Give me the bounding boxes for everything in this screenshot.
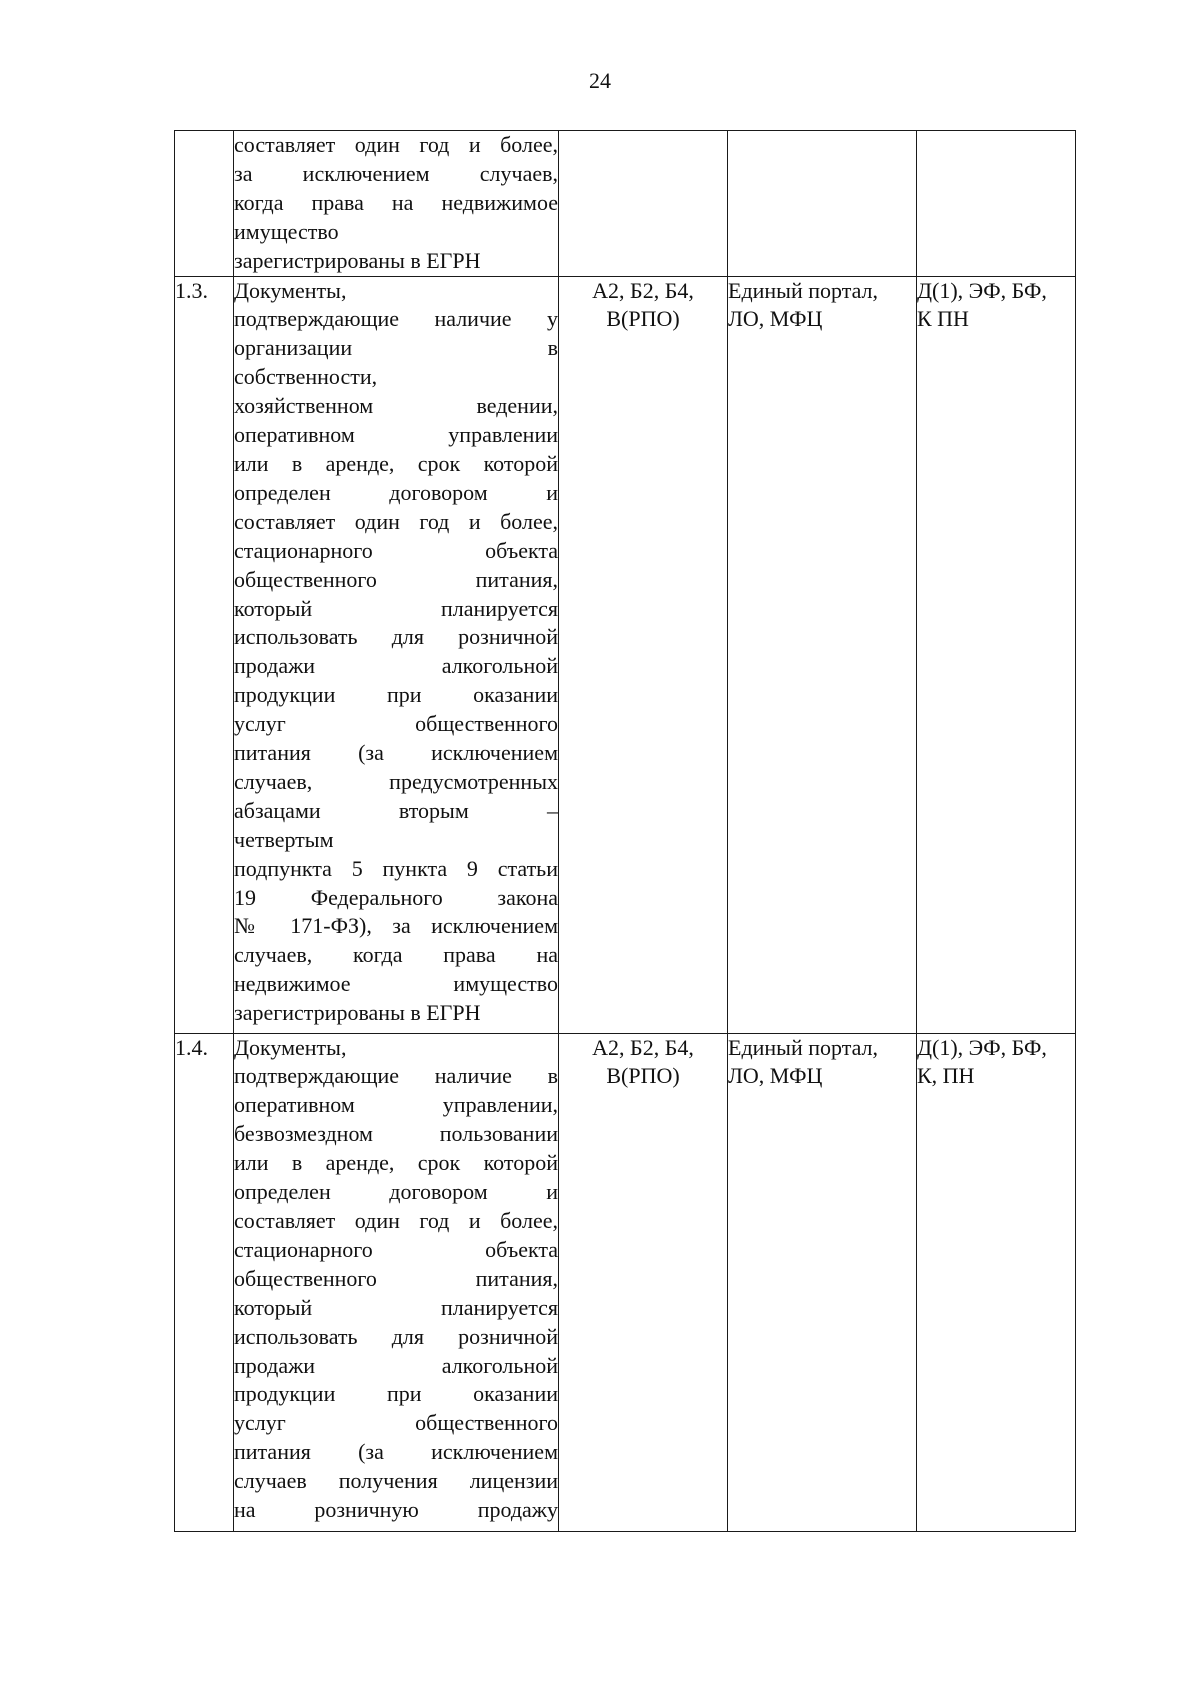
description-line: продажи алкогольной xyxy=(234,653,558,679)
page-number: 24 xyxy=(589,68,611,93)
description-line: собственности, xyxy=(234,364,378,390)
description-line: определен договором и xyxy=(234,1179,558,1205)
description-line: который планируется xyxy=(234,595,558,621)
applicant-category-line: В(РПО) xyxy=(606,306,680,332)
item-number-cell xyxy=(175,276,234,1033)
description-line: имущество xyxy=(234,218,339,244)
description-line: использовать для розничной xyxy=(234,1323,558,1349)
applicant-category-line: В(РПО) xyxy=(606,1063,680,1089)
description-line: за исключением случаев, xyxy=(234,160,558,186)
description-line: недвижимое имущество xyxy=(234,971,558,997)
applicant-category-line: А2, Б2, Б4, xyxy=(592,1034,694,1060)
description-line: безвозмездном пользовании xyxy=(234,1121,558,1147)
document-description-cell xyxy=(234,1033,559,1531)
document-description-cell xyxy=(234,276,559,1033)
submission-channel-line: ЛО, МФЦ xyxy=(728,1063,823,1089)
document-form-line: К, ПН xyxy=(917,1063,975,1089)
document-form-cell xyxy=(917,1033,1076,1531)
submission-channel-line: ЛО, МФЦ xyxy=(728,306,823,332)
description-line: составляет один год и более, xyxy=(234,508,558,534)
description-line: случаев, когда права на xyxy=(234,942,558,968)
description-line: подпункта 5 пункта 9 статьи xyxy=(234,855,558,881)
applicant-category-cell xyxy=(559,131,728,277)
description-line: четвертым xyxy=(234,826,334,852)
submission-channel-line: Единый портал, xyxy=(728,1034,879,1060)
description-line: хозяйственном ведении, xyxy=(234,393,558,419)
description-line: зарегистрированы в ЕГРН xyxy=(234,247,481,273)
description-line: общественного питания, xyxy=(234,1265,558,1291)
submission-channel-line: Единый портал, xyxy=(728,277,879,303)
description-line: абзацами вторым – xyxy=(234,797,558,823)
description-line: 19 Федерального закона xyxy=(234,884,558,910)
description-line: оперативном управлении, xyxy=(234,1092,558,1118)
description-line: продажи алкогольной xyxy=(234,1352,558,1378)
document-form-line: Д(1), ЭФ, БФ, xyxy=(917,1034,1047,1060)
submission-channel-cell xyxy=(728,131,917,277)
description-line: когда права на недвижимое xyxy=(234,189,558,215)
submission-channel-cell xyxy=(728,1033,917,1531)
description-line: Документы, xyxy=(234,277,347,303)
applicant-category-cell xyxy=(559,1033,728,1531)
submission-channel-cell xyxy=(728,276,917,1033)
description-line: зарегистрированы в ЕГРН xyxy=(234,1000,481,1026)
description-line: подтверждающие наличие в xyxy=(234,1063,558,1089)
table-body xyxy=(175,131,1076,1532)
applicant-category-cell xyxy=(559,276,728,1033)
requirements-table xyxy=(174,130,1076,1532)
description-line: общественного питания, xyxy=(234,566,558,592)
description-line: стационарного объекта xyxy=(234,537,558,563)
description-line: на розничную продажу xyxy=(234,1497,558,1523)
description-line: случаев получения лицензии xyxy=(234,1468,558,1494)
description-line: продукции при оказании xyxy=(234,682,558,708)
item-number: 1.3. xyxy=(175,277,208,303)
description-line: составляет один год и более, xyxy=(234,132,558,157)
description-line: оперативном управлении xyxy=(234,422,558,448)
description-line: Документы, xyxy=(234,1034,347,1060)
document-form-cell xyxy=(917,276,1076,1033)
document-form-line: К ПН xyxy=(917,306,969,332)
description-line: питания (за исключением xyxy=(234,1439,558,1465)
description-line: питания (за исключением xyxy=(234,740,558,766)
description-line: определен договором и xyxy=(234,479,558,505)
table-row xyxy=(175,131,1076,277)
description-line: услуг общественного xyxy=(234,711,558,737)
description-line: или в аренде, срок которой xyxy=(234,1150,558,1176)
applicant-category-line: А2, Б2, Б4, xyxy=(592,277,694,303)
description-line: организации в xyxy=(234,335,558,361)
description-line: № 171-ФЗ), за исключением xyxy=(234,913,558,939)
table-row xyxy=(175,276,1076,1033)
document-description-cell xyxy=(234,131,559,277)
description-line: продукции при оказании xyxy=(234,1381,558,1407)
description-line: который планируется xyxy=(234,1294,558,1320)
description-line: использовать для розничной xyxy=(234,624,558,650)
description-line: или в аренде, срок которой xyxy=(234,450,558,476)
description-line: услуг общественного xyxy=(234,1410,558,1436)
description-line: подтверждающие наличие у xyxy=(234,306,558,332)
description-line: составляет один год и более, xyxy=(234,1207,558,1233)
document-form-line: Д(1), ЭФ, БФ, xyxy=(917,277,1047,303)
document-form-cell xyxy=(917,131,1076,277)
item-number-cell xyxy=(175,131,234,277)
item-number: 1.4. xyxy=(175,1034,208,1060)
description-line: стационарного объекта xyxy=(234,1236,558,1262)
table-row xyxy=(175,1033,1076,1531)
item-number-cell xyxy=(175,1033,234,1531)
description-line: случаев, предусмотренных xyxy=(234,768,558,794)
